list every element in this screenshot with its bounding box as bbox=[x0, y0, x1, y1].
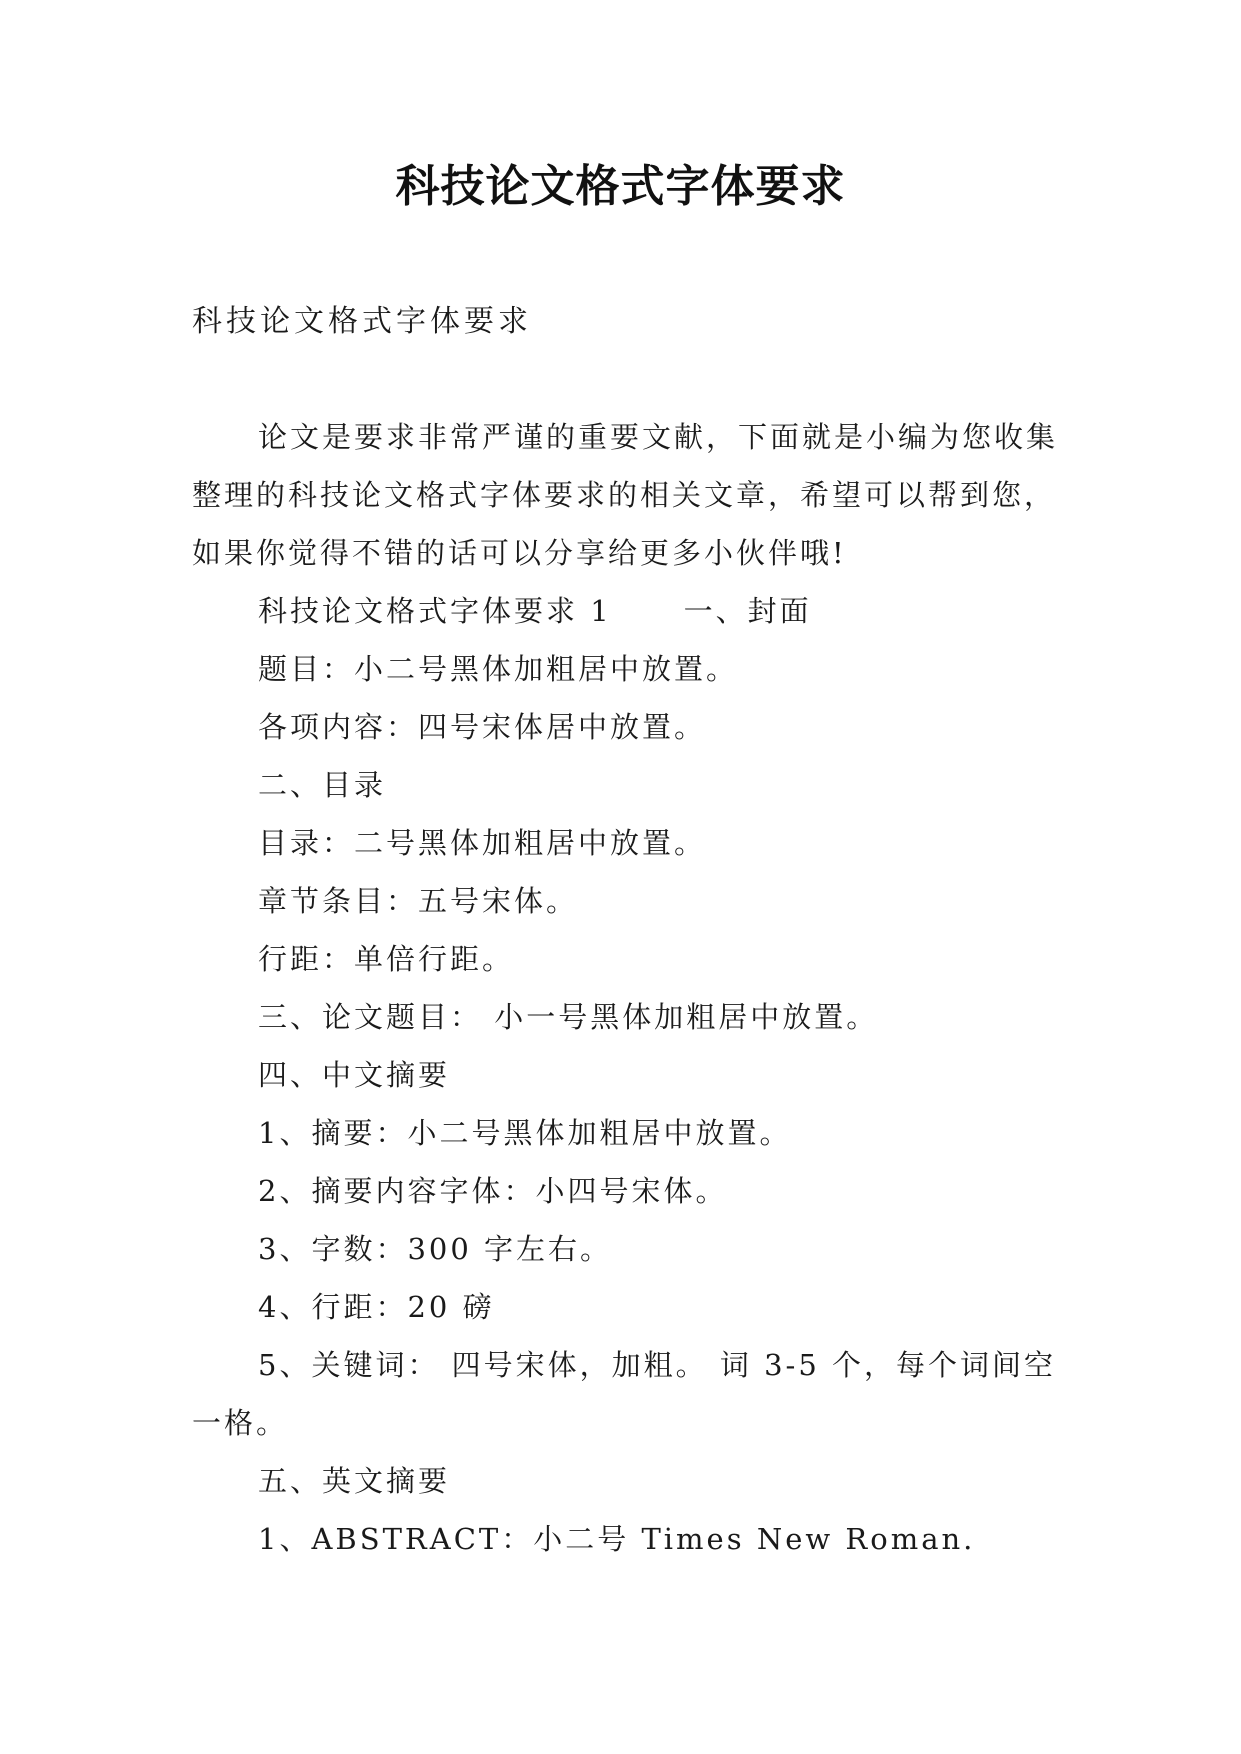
cover-heading: 一、封面 bbox=[683, 594, 812, 628]
body-line: 1、摘要：小二号黑体加粗居中放置。 bbox=[258, 1116, 792, 1150]
body-line: 1、ABSTRACT：小二号 Times New Roman. bbox=[258, 1522, 976, 1556]
body-line: 各项内容：四号宋体居中放置。 bbox=[258, 710, 707, 744]
section-heading: 科技论文格式字体要求 1 bbox=[258, 594, 612, 628]
document-title: 科技论文格式字体要求 bbox=[395, 161, 846, 212]
body-line: 2、摘要内容字体：小四号宋体。 bbox=[258, 1174, 728, 1208]
body-line: 行距：单倍行距。 bbox=[258, 942, 515, 976]
body-line: 三、论文题目： 小一号黑体加粗居中放置。 bbox=[258, 1000, 879, 1034]
intro-paragraph: 论文是要求非常严谨的重要文献，下面就是小编为您收集整理的科技论文格式字体要求的相关文章，希望可以帮到您，如果你觉得不错的话可以分享给更多小伙伴哦! bbox=[192, 420, 1059, 570]
body-line: 四、中文摘要 bbox=[258, 1058, 451, 1092]
body-line: 3、字数：300 字左右。 bbox=[258, 1232, 613, 1266]
body-line: 题目：小二号黑体加粗居中放置。 bbox=[258, 652, 739, 686]
body-line: 章节条目：五号宋体。 bbox=[258, 884, 579, 918]
body-line: 5、关键词： 四号宋体，加粗。 词 3-5 个，每个词间空一格。 bbox=[192, 1348, 1057, 1440]
body-line: 4、行距：20 磅 bbox=[258, 1290, 495, 1324]
document-subtitle: 科技论文格式字体要求 bbox=[192, 304, 532, 339]
body-line: 目录：二号黑体加粗居中放置。 bbox=[258, 826, 707, 860]
section-heading-line bbox=[192, 582, 1060, 640]
body-line: 五、英文摘要 bbox=[258, 1464, 451, 1498]
body-line: 二、目录 bbox=[258, 768, 387, 802]
document-body bbox=[192, 408, 1060, 1568]
